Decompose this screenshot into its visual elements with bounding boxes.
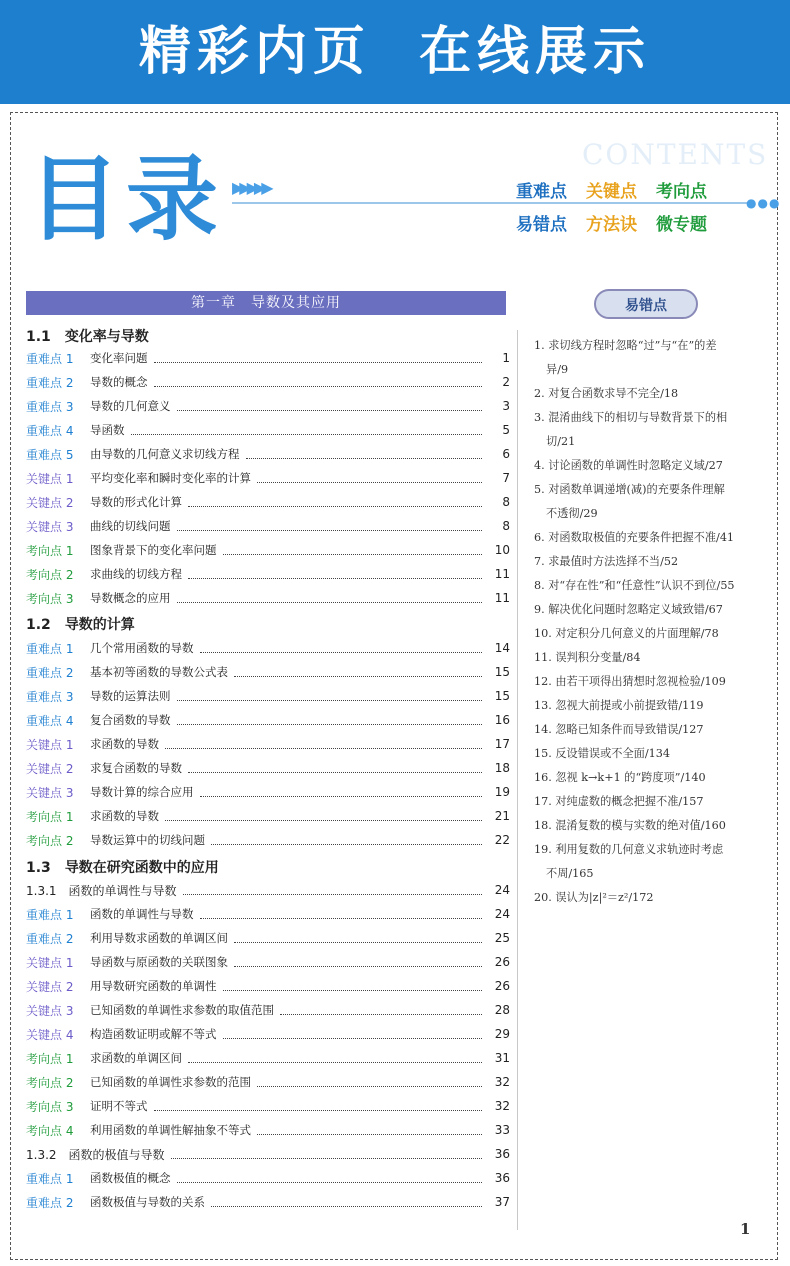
toc-big-title: 目录	[28, 146, 225, 253]
subsection-row[interactable]: 1.3.2 函数的极值与导数 36	[26, 1147, 510, 1162]
toc-row-label: 考向点 2	[26, 1075, 74, 1090]
leader-dots	[200, 788, 483, 797]
toc-row-title: 导数运算中的切线问题	[90, 833, 205, 847]
toc-row-title: 图象背景下的变化率问题	[90, 543, 217, 557]
section-heading: 1.3 导数在研究函数中的应用	[26, 860, 219, 876]
toc-row-label: 关键点 1	[26, 737, 74, 752]
toc-row-label: 重难点 3	[26, 689, 74, 704]
error-item[interactable]: 6. 对函数取极值的充要条件把握不准/41	[534, 531, 735, 544]
toc-row[interactable]	[26, 637, 510, 659]
header-rule	[232, 202, 752, 204]
toc-row-title: 由导数的几何意义求切线方程	[90, 447, 240, 461]
leader-dots	[177, 594, 483, 603]
toc-row-label: 关键点 3	[26, 1003, 74, 1018]
leader-dots	[223, 982, 483, 991]
toc-row-label: 关键点 3	[26, 519, 74, 534]
toc-row-label: 考向点 1	[26, 1051, 74, 1066]
toc-row-page: 7	[502, 471, 510, 485]
error-item[interactable]: 13. 忽视大前提或小前提致错/119	[534, 699, 704, 712]
toc-row-page: 32	[494, 1099, 510, 1113]
error-item[interactable]: 5. 对函数单调递增(减)的充要条件理解 不透彻/29	[534, 483, 725, 520]
leader-dots	[177, 1174, 483, 1183]
toc-row-page: 10	[494, 543, 510, 557]
leader-dots	[165, 740, 482, 749]
leader-dots	[154, 378, 483, 387]
error-item[interactable]: 20. 误认为|z|²＝z²/172	[534, 891, 654, 904]
toc-row[interactable]	[26, 1191, 510, 1213]
toc-row-page: 6	[502, 447, 510, 461]
toc-row-page: 26	[494, 955, 510, 969]
toc-row[interactable]	[26, 491, 510, 513]
toc-row-page: 1	[502, 351, 510, 365]
toc-row[interactable]	[26, 1167, 510, 1189]
section-heading: 1.2 导数的计算	[26, 617, 135, 633]
toc-row-page: 33	[494, 1123, 510, 1137]
toc-row-title: 构造函数证明或解不等式	[90, 1027, 217, 1041]
toc-row[interactable]	[26, 975, 510, 997]
toc-row[interactable]	[26, 443, 510, 465]
toc-row-title: 证明不等式	[90, 1099, 148, 1113]
leader-dots	[200, 644, 483, 653]
error-item[interactable]: 15. 反设错误或不全面/134	[534, 747, 670, 760]
toc-row-page: 11	[494, 567, 510, 581]
toc-row-title: 平均变化率和瞬时变化率的计算	[90, 471, 251, 485]
error-item[interactable]: 7. 求最值时方法选择不当/52	[534, 555, 679, 568]
toc-row-page: 17	[494, 737, 510, 751]
leader-dots	[257, 1078, 482, 1087]
leader-dots	[177, 402, 483, 411]
toc-row-label: 考向点 3	[26, 591, 74, 606]
toc-row-page: 16	[494, 713, 510, 727]
leader-dots	[257, 474, 482, 483]
toc-row[interactable]	[26, 563, 510, 585]
toc-row-page: 36	[494, 1171, 510, 1185]
toc-row[interactable]	[26, 661, 510, 683]
error-item[interactable]: 14. 忽略已知条件而导致错误/127	[534, 723, 704, 736]
tag-yicuodian: 易错点	[516, 215, 567, 235]
toc-row-title: 导函数	[90, 423, 125, 437]
toc-row-title: 导函数与原函数的关联图象	[90, 955, 228, 969]
toc-row[interactable]	[26, 1023, 510, 1045]
chapter-title-bar: 第一章 导数及其应用	[26, 291, 506, 315]
toc-row[interactable]	[26, 805, 510, 827]
error-item[interactable]: 17. 对纯虚数的概念把握不准/157	[534, 795, 704, 808]
leader-dots	[188, 570, 482, 579]
toc-row-label: 重难点 1	[26, 1171, 74, 1186]
toc-row-title: 求函数的导数	[90, 809, 159, 823]
error-item[interactable]: 19. 利用复数的几何意义求轨迹时考虑 不周/165	[534, 843, 724, 880]
toc-row[interactable]	[26, 903, 510, 925]
toc-row-page: 22	[494, 833, 510, 847]
leader-dots	[177, 692, 483, 701]
toc-row-page: 8	[502, 495, 510, 509]
toc-row-title: 导数的概念	[90, 375, 148, 389]
toc-row-label: 关键点 2	[26, 979, 74, 994]
leader-dots	[200, 910, 483, 919]
toc-row-page: 14	[494, 641, 510, 655]
toc-row-title: 用导数研究函数的单调性	[90, 979, 217, 993]
toc-row[interactable]	[26, 999, 510, 1021]
toc-row[interactable]	[26, 685, 510, 707]
toc-row-title: 导数的几何意义	[90, 399, 171, 413]
page-number: 1	[740, 1220, 751, 1238]
error-item[interactable]: 2. 对复合函数求导不完全/18	[534, 387, 679, 400]
toc-row-label: 重难点 2	[26, 375, 74, 390]
toc-row-page: 11	[494, 591, 510, 605]
leader-dots	[154, 354, 483, 363]
toc-row[interactable]	[26, 539, 510, 561]
toc-row[interactable]	[26, 733, 510, 755]
errors-badge: 易错点	[594, 289, 698, 319]
toc-row-label: 考向点 2	[26, 567, 74, 582]
toc-row-title: 求曲线的切线方程	[90, 567, 182, 581]
leader-dots	[188, 498, 482, 507]
toc-row-label: 关键点 3	[26, 785, 74, 800]
tag-guanjiandian: 关键点	[586, 182, 637, 202]
leader-dots	[246, 450, 483, 459]
toc-row-page: 15	[494, 665, 510, 679]
toc-row-title: 已知函数的单调性求参数的取值范围	[90, 1003, 274, 1017]
toc-row[interactable]	[26, 371, 510, 393]
toc-row-page: 21	[494, 809, 510, 823]
leader-dots	[131, 426, 483, 435]
tag-zhongnandian: 重难点	[516, 182, 567, 202]
toc-row-page: 5	[502, 423, 510, 437]
toc-row-title: 导数的运算法则	[90, 689, 171, 703]
leader-dots	[223, 546, 483, 555]
toc-row-title: 曲线的切线问题	[90, 519, 171, 533]
toc-row-label: 重难点 2	[26, 931, 74, 946]
error-item[interactable]: 4. 讨论函数的单调性时忽略定义域/27	[534, 459, 723, 472]
toc-row-label: 考向点 1	[26, 809, 74, 824]
leader-dots	[234, 668, 482, 677]
toc-row-label: 考向点 1	[26, 543, 74, 558]
error-item[interactable]: 9. 解决优化问题时忽略定义域致错/67	[534, 603, 723, 616]
toc-row[interactable]	[26, 1119, 510, 1141]
leader-dots	[211, 836, 482, 845]
toc-row-title: 导数计算的综合应用	[90, 785, 194, 799]
leader-dots	[223, 1030, 483, 1039]
toc-row-title: 函数极值与导数的关系	[90, 1195, 205, 1209]
toc-row-label: 重难点 2	[26, 665, 74, 680]
toc-row-title: 求函数的单调区间	[90, 1051, 182, 1065]
toc-row-title: 利用导数求函数的单调区间	[90, 931, 228, 945]
arrow-decoration-icon: ▶▶▶▶▶	[232, 178, 269, 197]
toc-row[interactable]	[26, 1047, 510, 1069]
leader-dots	[257, 1126, 482, 1135]
toc-row-label: 关键点 2	[26, 495, 74, 510]
toc-row-label: 考向点 2	[26, 833, 74, 848]
toc-row-label: 关键点 1	[26, 955, 74, 970]
toc-row-label: 重难点 1	[26, 351, 74, 366]
toc-row-page: 31	[494, 1051, 510, 1065]
toc-row[interactable]	[26, 1071, 510, 1093]
toc-row-page: 37	[494, 1195, 510, 1209]
toc-row[interactable]	[26, 347, 510, 369]
toc-row-page: 26	[494, 979, 510, 993]
dots-decoration-icon: ●●●	[746, 196, 781, 210]
leader-dots	[234, 958, 482, 967]
tag-fangfajue: 方法诀	[586, 215, 637, 235]
subsection-row[interactable]: 1.3.1 函数的单调性与导数 24	[26, 883, 510, 898]
toc-row-title: 函数极值的概念	[90, 1171, 171, 1185]
error-item[interactable]: 11. 误判积分变量/84	[534, 651, 641, 664]
toc-row-page: 25	[494, 931, 510, 945]
leader-dots	[154, 1102, 483, 1111]
toc-row-page: 18	[494, 761, 510, 775]
toc-row-label: 重难点 5	[26, 447, 74, 462]
error-item[interactable]: 16. 忽视 k→k+1 的“跨度项”/140	[534, 771, 706, 784]
toc-row-label: 重难点 3	[26, 399, 74, 414]
toc-row-page: 28	[494, 1003, 510, 1017]
toc-row-label: 重难点 4	[26, 423, 74, 438]
error-item[interactable]: 3. 混淆曲线下的相切与导数背景下的相 切/21	[534, 411, 728, 448]
leader-dots	[280, 1006, 482, 1015]
leader-dots	[188, 1054, 482, 1063]
toc-row-label: 考向点 3	[26, 1099, 74, 1114]
toc-row-title: 导数的形式化计算	[90, 495, 182, 509]
toc-row[interactable]	[26, 709, 510, 731]
tag-weizhuanti: 微专题	[656, 215, 707, 235]
toc-row[interactable]	[26, 927, 510, 949]
leader-dots	[234, 934, 482, 943]
toc-row[interactable]	[26, 395, 510, 417]
error-item[interactable]: 8. 对“存在性”和“任意性”认识不到位/55	[534, 579, 735, 592]
toc-row-page: 15	[494, 689, 510, 703]
leader-dots	[211, 1198, 482, 1207]
toc-row-label: 关键点 4	[26, 1027, 74, 1042]
error-item[interactable]: 18. 混淆复数的模与实数的绝对值/160	[534, 819, 726, 832]
toc-row[interactable]	[26, 781, 510, 803]
error-item[interactable]: 12. 由若干项得出猜想时忽视检验/109	[534, 675, 726, 688]
toc-row-title: 基本初等函数的导数公式表	[90, 665, 228, 679]
toc-row-label: 重难点 4	[26, 713, 74, 728]
toc-row-title: 利用函数的单调性解抽象不等式	[90, 1123, 251, 1137]
toc-row-title: 导数概念的应用	[90, 591, 171, 605]
error-item[interactable]: 10. 对定积分几何意义的片面理解/78	[534, 627, 719, 640]
toc-row-page: 19	[494, 785, 510, 799]
toc-row-label: 重难点 2	[26, 1195, 74, 1210]
toc-row-page: 2	[502, 375, 510, 389]
toc-row-page: 24	[494, 907, 510, 921]
toc-row[interactable]	[26, 829, 510, 851]
error-item[interactable]: 1. 求切线方程时忽略“过”与“在”的差 异/9	[534, 339, 717, 376]
toc-row-title: 求复合函数的导数	[90, 761, 182, 775]
toc-row-label: 关键点 1	[26, 471, 74, 486]
toc-row[interactable]	[26, 419, 510, 441]
toc-row-title: 函数的单调性与导数	[90, 907, 194, 921]
toc-row[interactable]	[26, 467, 510, 489]
toc-row-label: 重难点 1	[26, 641, 74, 656]
toc-row[interactable]	[26, 951, 510, 973]
tag-kaoxiangdian: 考向点	[656, 182, 707, 202]
toc-row-label: 关键点 2	[26, 761, 74, 776]
column-divider	[517, 330, 518, 1230]
toc-row-page: 29	[494, 1027, 510, 1041]
toc-row-title: 变化率问题	[90, 351, 148, 365]
toc-row[interactable]	[26, 515, 510, 537]
toc-row-title: 复合函数的导数	[90, 713, 171, 727]
banner-title: 精彩内页 在线展示	[138, 22, 652, 82]
toc-row[interactable]	[26, 587, 510, 609]
section-heading: 1.1 变化率与导数	[26, 329, 149, 345]
leader-dots	[165, 812, 482, 821]
toc-row-title: 求函数的导数	[90, 737, 159, 751]
leader-dots	[177, 716, 483, 725]
toc-row-label: 考向点 4	[26, 1123, 74, 1138]
toc-row-title: 几个常用函数的导数	[90, 641, 194, 655]
toc-row-label: 重难点 1	[26, 907, 74, 922]
contents-watermark: CONTENTS	[582, 138, 769, 171]
toc-row[interactable]	[26, 1095, 510, 1117]
toc-row-title: 已知函数的单调性求参数的范围	[90, 1075, 251, 1089]
leader-dots	[188, 764, 482, 773]
toc-row[interactable]	[26, 757, 510, 779]
toc-row-page: 8	[502, 519, 510, 533]
leader-dots	[177, 522, 483, 531]
toc-row-page: 32	[494, 1075, 510, 1089]
toc-row-page: 3	[502, 399, 510, 413]
